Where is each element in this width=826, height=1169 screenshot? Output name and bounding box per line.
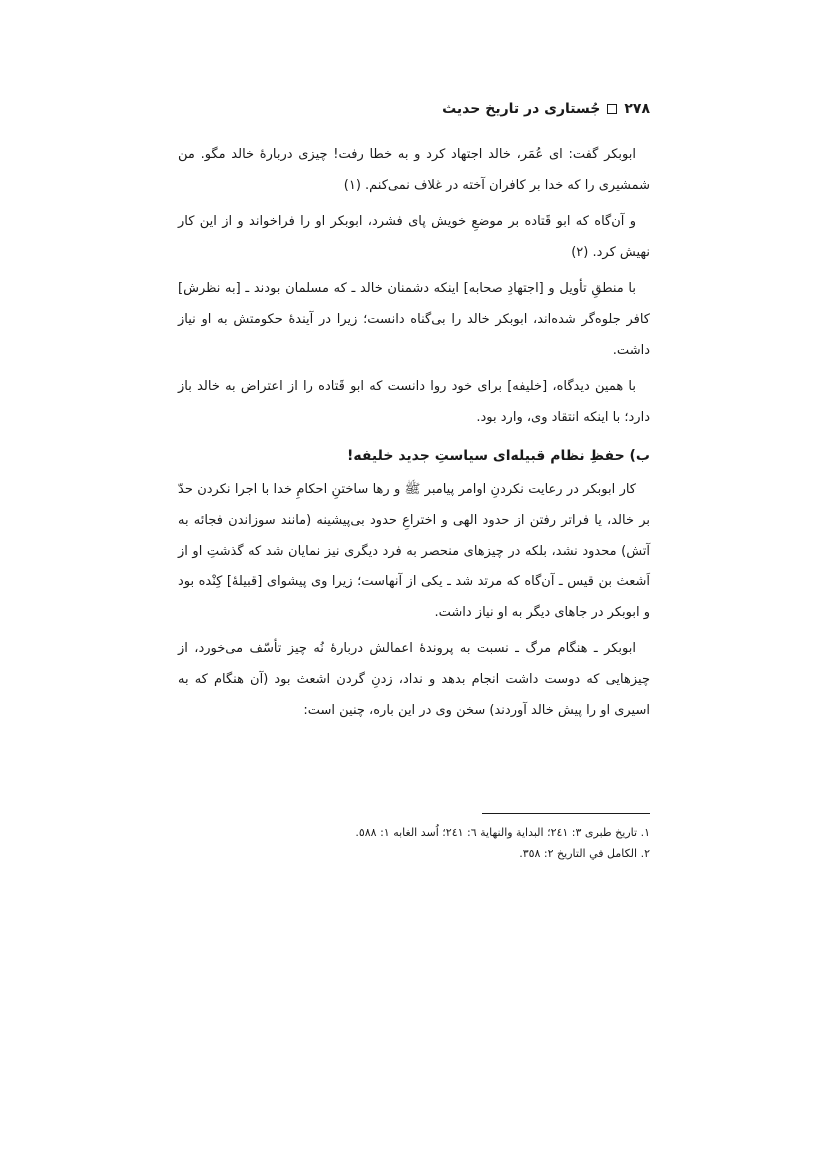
running-title: جُستاری در تاریخ حدیث	[442, 101, 601, 117]
section-heading: ب) حفظِ نظام قبیله‌ای سیاستِ جدید خلیفه!	[346, 448, 650, 465]
paragraph: با همین دیدگاه، [خلیفه] برای خود روا دانست که ابو قَتاده را از اعتراض به خالد باز دارد؛ با اینکه انتقاد وی، وارد بود.	[178, 379, 650, 425]
footnote: ٢. الكامل في التاريخ ٢: ٣٥٨.	[519, 847, 650, 860]
main-text	[178, 140, 650, 732]
paragraph: ابوبکر گفت: ای عُمَر، خالد اجتهاد کرد و به خطا رفت! چیزی دربارهٔ خالد مگو. من شمشیری را که خدا بر کافران آخته در غلاف نمی‌کنم. (۱)	[178, 147, 650, 193]
paragraph: کار ابوبکر در رعایت نکردنِ اوامر پیامبر ﷺ و رها ساختنِ احکامِ خدا با اجرا نکردن حدّ بر خالد، یا فراتر رفتن از حدود الهی و اختراعِ حدود بی‌پیشینه (مانند سوزاندن فجائه به آتش) محدود نشد، بلکه در چیزهای منحصر به فرد دیگری نیز نمایان شد که گذشتِ او از اَشعث بن قیس ـ آن‌گاه که مرتد شد ـ یکی از آنهاست؛ زیرا وی پیشوای [قبیلهٔ] کِنْده بود و ابوبکر در جاهای دیگر به او نیاز داشت.	[178, 482, 650, 620]
running-header	[178, 96, 650, 122]
footnote: ١. تاريخ طبرى ٣: ٢٤١؛ البداية والنهاية ٦: ٢٤١؛ اُسد الغابه ١: ٥٨٨.	[355, 826, 650, 839]
paragraph: ابوبکر ـ هنگام مرگ ـ نسبت به پروندهٔ اعمالش دربارهٔ نُه چیز تأسّف می‌خورد، از چیزهایی که دوست داشت انجام بدهد و نداد، زدنِ گردن اشعث بود (آن هنگام که به اسیری او را پیش خالد آوردند) سخن وی در این باره، چنین است:	[178, 641, 650, 718]
paragraph: و آن‌گاه که ابو قَتاده بر موضعِ خویش پای فشرد، ابوبکر او را فراخواند و از این کار نهیش کرد. (۲)	[178, 214, 650, 260]
footnote-divider	[482, 813, 650, 814]
square-bullet-icon	[607, 104, 617, 114]
paragraph: با منطقِ تأویل و [اجتهادِ صحابه] اینکه دشمنان خالد ـ که مسلمان بودند ـ [به نظرش] کافر جلوه‌گر شده‌اند، ابوبکر خالد را بی‌گناه دانست؛ زیرا در آیندهٔ حکومتش به او نیاز داشت.	[178, 281, 650, 358]
footnotes	[178, 822, 650, 864]
page-number: ۲۷۸	[624, 101, 650, 117]
